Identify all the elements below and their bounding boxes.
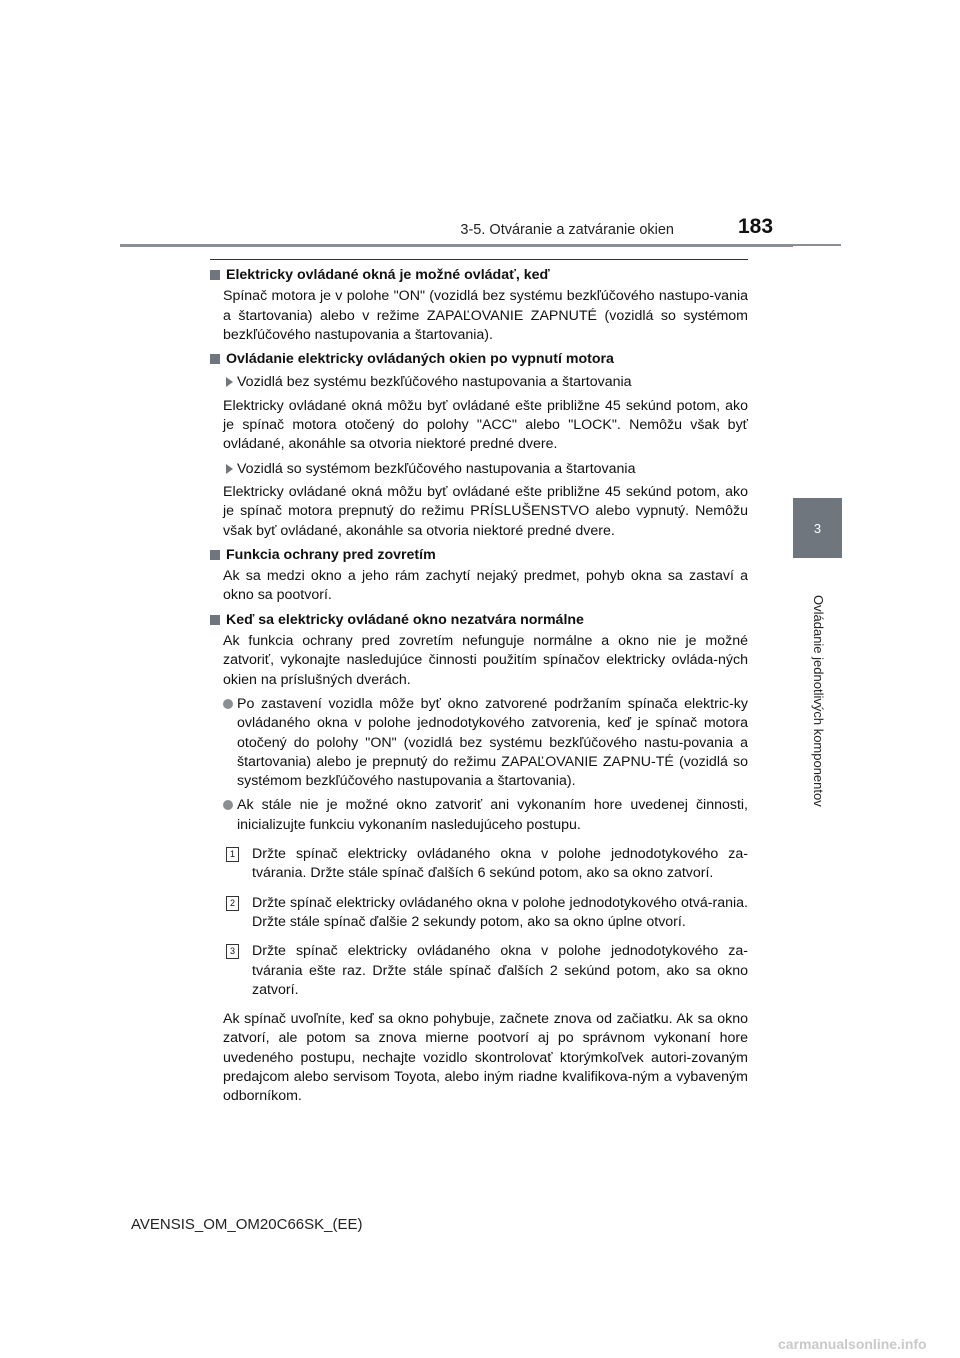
step-item xyxy=(210,845,748,884)
step-text: Držte spínač elektricky ovládaného okna v polohe jednodotykového za-tvárania. Držte stále spínač ďalších 6 sekúnd potom, ako sa okno zatvorí. xyxy=(252,846,748,882)
step-item xyxy=(210,942,748,1000)
page-number: 183 xyxy=(738,215,774,238)
paragraph: Ak funkcia ochrany pred zovretím nefunguje normálne a okno nie je možné zatvoriť, vykonajte nasledujúce činnosti použitím spínačov elektricky ovláda-ných okien na príslušných dverách. xyxy=(223,633,748,688)
triangle-arrow-icon xyxy=(226,377,233,387)
paragraph: Elektricky ovládané okná môžu byť ovládané ešte približne 45 sekúnd potom, ako je spínač motora otočený do polohy "ACC" alebo "LOCK". Nemôžu však byť ovládané, akonáhle sa otvoria niektoré predné dvere. xyxy=(223,397,748,453)
paragraph: Ak spínač uvoľníte, keď sa okno pohybuje, začnete znova od začiatku. Ak sa okno zatvorí, ale potom sa znova mierne pootvorí aj po správnom vykonaní hore uvedeného postupu, nechajte vozidlo skontrolovať ktorýmkoľvek autori-zovaným predajcom alebo servisom Toyota, alebo iným riadne kvalifikova-ným a vybaveným odborníkom. xyxy=(223,1011,748,1105)
content-rule xyxy=(210,259,748,260)
section-heading xyxy=(210,350,748,369)
bullet-text: Po zastavení vozidla môže byť okno zatvorené podržaním spínača elektric-ky ovládaného okna v polohe jednodotykového zatvorenia, keď je spínač motora otočený do polohy "ON" (vozidlá bez systému bezkľúčového nastu-povania a štartovania) alebo je prepnutý do režimu ZAPAĽOVANIE ZAPNU-TÉ (vozidlá so systémom bezkľúčového nastupovania a štartovania). xyxy=(237,695,748,790)
dot-bullet-icon xyxy=(223,800,233,810)
section-heading xyxy=(210,546,748,565)
bullet-text: Ak stále nie je možné okno zatvoriť ani vykonaním hore uvedenej činnosti, inicializujte funkciu vykonaním nasledujúceho postupu. xyxy=(237,797,748,833)
chapter-label: Ovládanie jednotlivých komponentov xyxy=(811,595,826,807)
heading-text: Keď sa elektricky ovládané okno nezatvára normálne xyxy=(226,611,584,628)
paragraph: Ak sa medzi okno a jeho rám zachytí nejaký predmet, pohyb okna sa zastaví a okno sa pootvorí. xyxy=(223,568,748,604)
header-rule xyxy=(120,244,841,247)
triangle-arrow-icon xyxy=(226,464,233,474)
section-heading xyxy=(210,611,748,630)
step-number: 1 xyxy=(226,847,239,862)
chapter-tab[interactable]: 3 xyxy=(793,498,842,558)
square-bullet-icon xyxy=(210,354,220,364)
step-text: Držte spínač elektricky ovládaného okna v polohe jednodotykového otvá-rania. Držte stále spínač ďalšie 2 sekundy potom, ako sa okno úplne otvorí. xyxy=(252,894,748,930)
bullet-item xyxy=(210,695,748,791)
content xyxy=(210,264,748,1112)
paragraph: Spínač motora je v polohe "ON" (vozidlá bez systému bezkľúčového nastupo-vania a štartovania) alebo v režime ZAPAĽOVANIE ZAPNUTÉ (vozidlá so systémom bezkľúčového nastupovania a štartovania). xyxy=(223,288,748,343)
square-bullet-icon xyxy=(210,550,220,560)
heading-text: Elektricky ovládané okná je možné ovládať, keď xyxy=(226,267,550,283)
section-title: 3-5. Otváranie a zatváranie okien xyxy=(460,222,674,238)
step-number: 2 xyxy=(226,896,239,911)
side-bar-top xyxy=(793,246,842,498)
square-bullet-icon xyxy=(210,615,220,625)
dot-bullet-icon xyxy=(223,699,233,709)
subheading-text: Vozidlá bez systému bezkľúčového nastupovania a štartovania xyxy=(237,374,632,391)
bullet-item xyxy=(210,796,748,835)
watermark: carmanualsonline.info xyxy=(778,1336,927,1352)
step-number: 3 xyxy=(226,944,239,959)
subheading xyxy=(210,373,748,392)
square-bullet-icon xyxy=(210,270,220,280)
subheading xyxy=(210,460,748,479)
footer-code: AVENSIS_OM_OM20C66SK_(EE) xyxy=(131,1216,363,1233)
section-heading xyxy=(210,266,748,285)
subheading-text: Vozidlá so systémom bezkľúčového nastupovania a štartovania xyxy=(237,460,636,477)
paragraph: Elektricky ovládané okná môžu byť ovládané ešte približne 45 sekúnd potom, ako je spínač motora prepnutý do režimu PRÍSLUŠENSTVO alebo vypnutý. Nemôžu však byť ovládané, akonáhle sa otvoria niektoré predné dvere. xyxy=(223,483,748,539)
heading-text: Funkcia ochrany pred zovretím xyxy=(226,546,436,563)
heading-text: Ovládanie elektricky ovládaných okien po vypnutí motora xyxy=(226,351,614,368)
step-item xyxy=(210,894,748,933)
step-text: Držte spínač elektricky ovládaného okna v polohe jednodotykového za-tvárania ešte raz. Držte stále spínač ďalších 2 sekúnd potom, ako sa okno zatvorí. xyxy=(252,943,748,998)
